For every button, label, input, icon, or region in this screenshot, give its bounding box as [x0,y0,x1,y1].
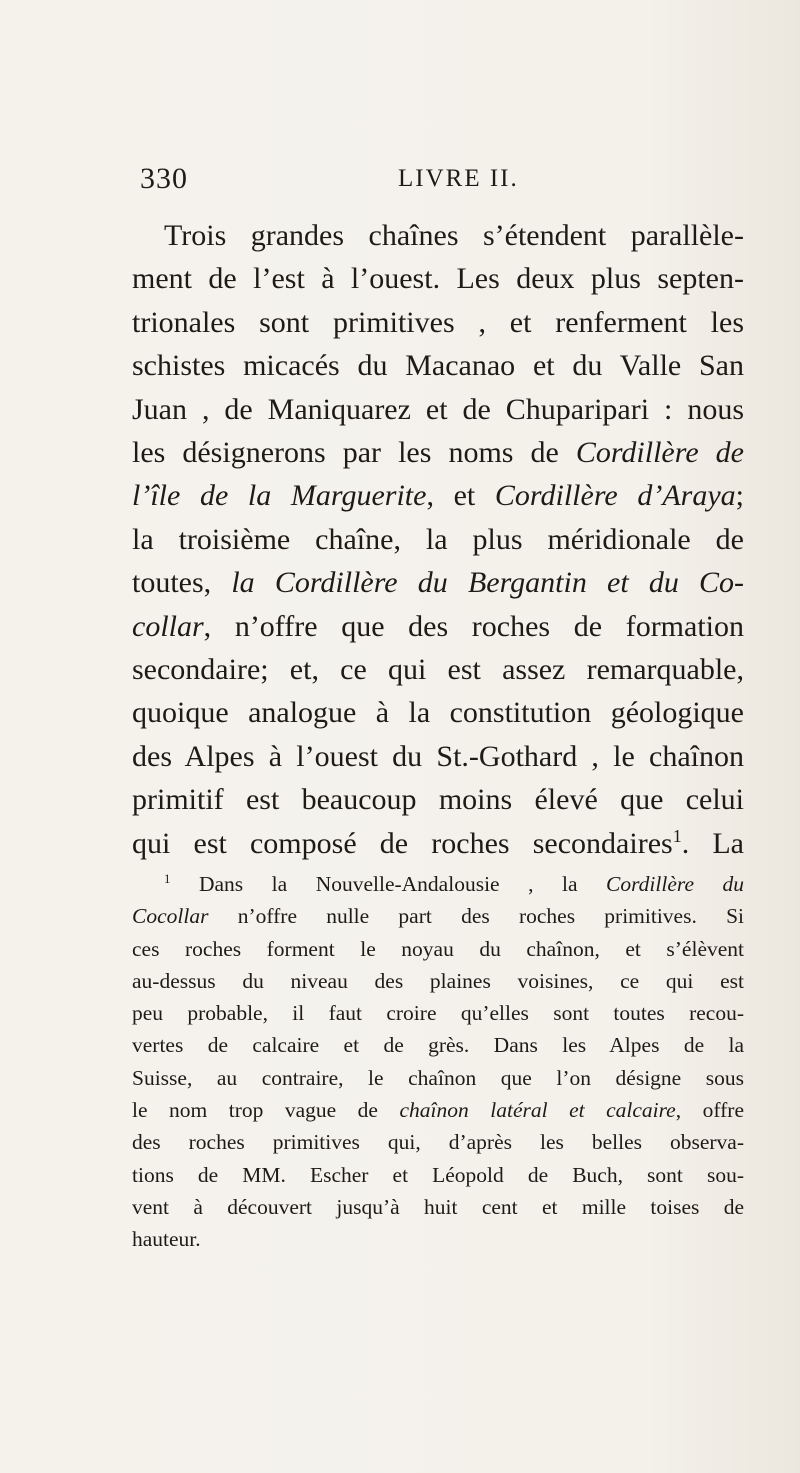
footnote-reference: 1 [672,825,682,846]
text-line: les désignerons par les noms de Cordillère de [132,436,744,470]
footnote-line: le nom trop vague de chaînon latéral et calcaire, offre [132,1098,744,1123]
italic-phrase: Cordillère de [575,436,744,470]
page-header [140,162,740,202]
italic-phrase: l’île de la Marguerite [132,479,427,513]
footnote-line: vent à découvert jusqu’à huit cent et mille toises de [132,1194,744,1219]
footnote [132,868,744,1256]
text-line: schistes micacés du Macanao et du Valle San [132,349,744,383]
footnote-line: tions de MM. Escher et Léopold de Buch, sont sou- [132,1162,744,1187]
text-line: quoique analogue à la constitution géologique [132,696,744,730]
text-line: l’île de la Marguerite, et Cordillère d’Araya; [132,479,744,513]
text-line: qui est composé de roches secondaires$^1$. La [132,825,744,860]
footnote-line: ces roches forment le noyau du chaînon, et s’élèvent [132,936,744,961]
text-line: la troisième chaîne, la plus méridionale de [132,522,744,556]
footnote-line: peu probable, il faut croire qu’elles sont toutes recou- [132,1001,744,1026]
italic-phrase: la Cordillère du Bergantin et du Co- [231,566,744,600]
text-line: trionales sont primitives , et renferment les [132,305,744,339]
italic-phrase: Cordillère du [606,872,745,896]
italic-phrase: Cocollar [132,904,209,929]
text-line: toutes, la Cordillère du Bergantin et du Co- [132,566,744,600]
page-number: 330 [140,162,188,195]
text-line: ment de l’est à l’ouest. Les deux plus septen- [132,262,744,296]
text-line: collar, n’offre que des roches de formation [132,609,744,643]
footnote-line: hauteur. [132,1227,201,1252]
footnote-line: vertes de calcaire et de grès. Dans les Alpes de la [132,1033,744,1058]
footnote-marker: 1 [164,871,171,886]
footnote-line: $^1$ Dans la Nouvelle-Andalousie , la Cordillère du [164,871,745,896]
text-line: Juan , de Maniquarez et de Chuparipari : nous [132,392,744,426]
footnote-line: au-dessus du niveau des plaines voisines, ce qui est [132,968,744,993]
italic-phrase: Cordillère d’Araya [494,479,736,513]
text-line: secondaire; et, ce qui est assez remarquable, [132,653,744,687]
footnote-line: Cocollar n’offre nulle part des roches primitives. Si [132,904,744,929]
italic-phrase: chaînon latéral et calcaire [399,1098,676,1123]
text-line: des Alpes à l’ouest du St.-Gothard , le chaînon [132,739,744,773]
italic-phrase: collar [132,609,204,643]
running-head: LIVRE II. [398,165,519,192]
footnote-line: des roches primitives qui, d’après les belles observa- [132,1130,744,1155]
footnote-line: Suisse, au contraire, le chaînon que l’on désigne sous [132,1065,744,1090]
text-line: Trois grandes chaînes s’étendent parallèle- [164,219,744,252]
main-text [132,214,744,865]
text-line: primitif est beaucoup moins élevé que celui [132,783,744,817]
